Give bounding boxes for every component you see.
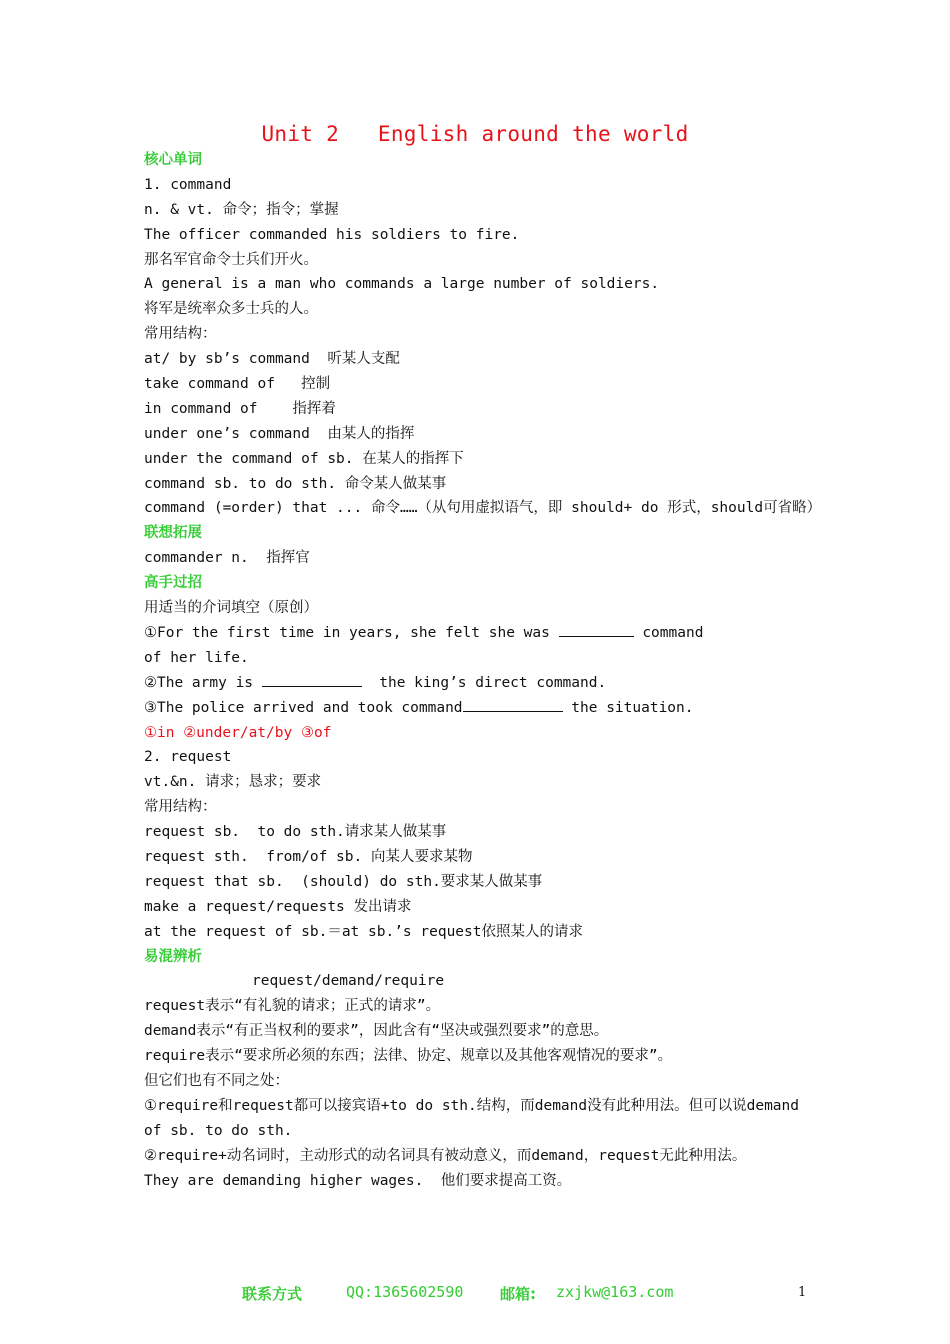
structure-item: take command of 控制 bbox=[144, 376, 331, 393]
comparison-item: They are demanding higher wages. 他们要求提高工资。 bbox=[144, 1172, 572, 1189]
footer-mail-link[interactable]: zxjkw@163.com bbox=[556, 1283, 674, 1301]
exercise-question-1-cont: of her life. bbox=[144, 649, 249, 666]
page-number: 1 bbox=[798, 1285, 807, 1300]
section-heading-core-words: 核心单词 bbox=[144, 152, 202, 168]
page-footer bbox=[0, 1283, 950, 1307]
document-body bbox=[144, 148, 824, 1193]
example-english: The officer commanded his soldiers to fire. bbox=[144, 226, 520, 243]
structure-label: 常用结构： bbox=[144, 799, 217, 816]
comparison-item: request表示“有礼貌的请求；正式的请求”。 bbox=[144, 998, 441, 1015]
word-heading: 1. command bbox=[144, 176, 232, 193]
question-text: the situation. bbox=[571, 699, 694, 716]
question-text: ①For the first time in years, she felt she was bbox=[144, 624, 550, 641]
question-text: ②The army is bbox=[144, 674, 254, 691]
structure-item: at the request of sb.＝at sb.’s request依照某人的请求 bbox=[144, 923, 583, 940]
comparison-item: require表示“要求所必须的东西；法律、协定、规章以及其他客观情况的要求”。 bbox=[144, 1048, 673, 1065]
comparison-item: 但它们也有不同之处： bbox=[144, 1072, 289, 1089]
question-text: ③The police arrived and took command bbox=[144, 699, 463, 716]
example-chinese: 将军是统率众多士兵的人。 bbox=[144, 301, 318, 318]
footer-mail-label: 邮箱: bbox=[500, 1285, 536, 1303]
comparison-item: demand表示“有正当权利的要求”，因此含有“坚决或强烈要求”的意思。 bbox=[144, 1023, 609, 1040]
section-heading-master: 高手过招 bbox=[144, 575, 202, 592]
structure-item: under the command of sb. 在某人的指挥下 bbox=[144, 450, 464, 467]
structure-item: command (=order) that ... 命令……（从句用虚拟语气，即 should+ do 形式，should可省略） bbox=[144, 500, 822, 517]
structure-item: make a request/requests 发出请求 bbox=[144, 898, 412, 915]
section-heading-association: 联想拓展 bbox=[144, 525, 202, 542]
footer-contact-label: 联系方式 bbox=[242, 1285, 303, 1303]
comparison-item: ②require+动名词时，主动形式的动名词具有被动意义，而demand，request无此种用法。 bbox=[144, 1147, 747, 1164]
answer-blank[interactable] bbox=[262, 672, 362, 687]
structure-label: 常用结构： bbox=[144, 326, 217, 343]
question-text: command bbox=[642, 624, 704, 641]
page-title: Unit 2 English around the world bbox=[261, 122, 689, 146]
structure-item: command sb. to do sth. 命令某人做某事 bbox=[144, 475, 447, 492]
answer-blank[interactable] bbox=[559, 622, 634, 637]
structure-item: request sb. to do sth.请求某人做某事 bbox=[144, 824, 447, 841]
answer-blank[interactable] bbox=[463, 697, 563, 712]
example-chinese: 那名军官命令士兵们开火。 bbox=[144, 251, 318, 268]
word-heading: 2. request bbox=[144, 749, 232, 766]
exercise-instruction: 用适当的介词填空（原创） bbox=[144, 600, 318, 617]
exercise-answers: ①in ②under/at/by ③of bbox=[144, 724, 332, 741]
comparison-title: request/demand/require bbox=[252, 973, 445, 990]
structure-item: request sth. from/of sb. 向某人要求某物 bbox=[144, 848, 473, 865]
comparison-item: ①require和request都可以接宾语+to do sth.结构，而demand没有此种用法。但可以说demand of sb. to do sth. bbox=[144, 1097, 799, 1139]
example-english: A general is a man who commands a large number of soldiers. bbox=[144, 276, 660, 293]
association-item: commander n. 指挥官 bbox=[144, 550, 310, 567]
section-heading-confusion: 易混辨析 bbox=[144, 948, 202, 965]
structure-item: in command of 指挥着 bbox=[144, 400, 336, 417]
structure-item: under one’s command 由某人的指挥 bbox=[144, 425, 415, 442]
exercise-question-2 bbox=[144, 671, 824, 696]
exercise-question-3 bbox=[144, 696, 824, 721]
footer-qq: QQ:1365602590 bbox=[346, 1283, 464, 1301]
word-definition: n. & vt. 命令；指令；掌握 bbox=[144, 201, 339, 218]
exercise-question-1 bbox=[144, 621, 824, 646]
question-text: the king’s direct command. bbox=[379, 674, 607, 691]
structure-item: request that sb. (should) do sth.要求某人做某事 bbox=[144, 873, 543, 890]
word-definition: vt.&n. 请求；恳求；要求 bbox=[144, 774, 322, 791]
structure-item: at/ by sb’s command 听某人支配 bbox=[144, 351, 400, 368]
